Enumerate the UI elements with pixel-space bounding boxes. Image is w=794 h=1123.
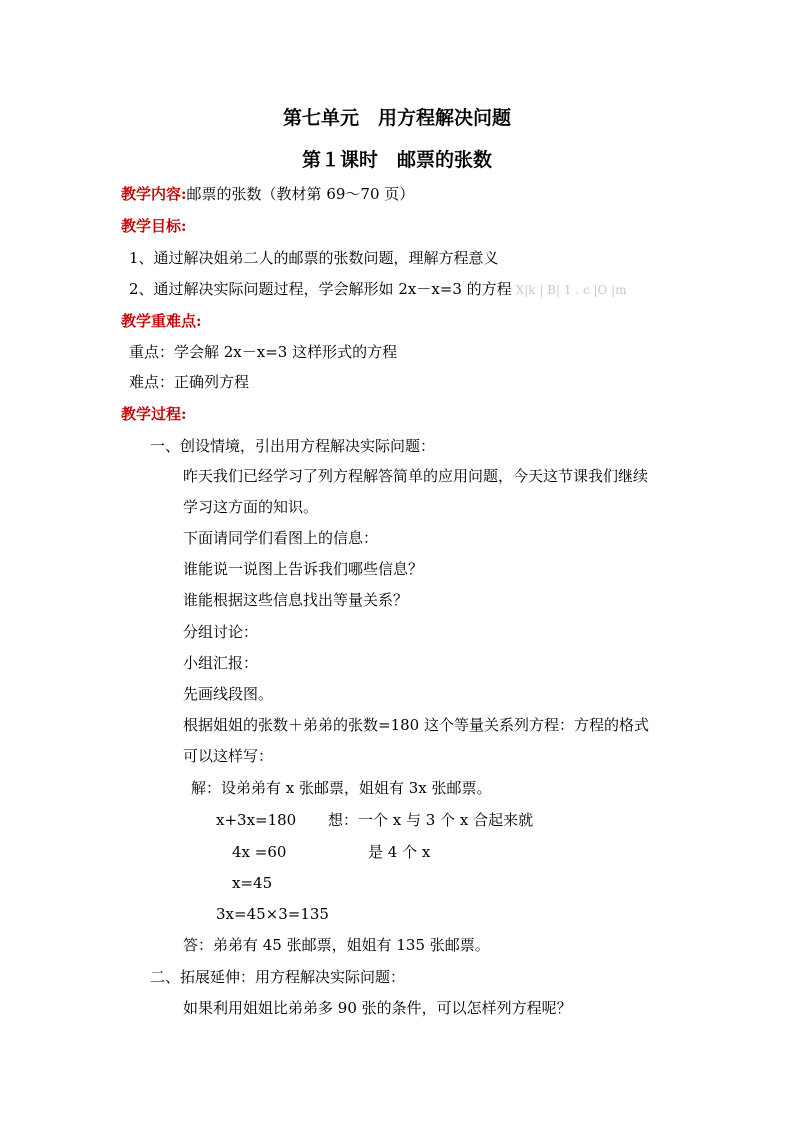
solution-intro: 解：设弟弟有 x 张邮票，姐姐有 3x 张邮票。 [191, 779, 492, 797]
page-title: 第七单元 用方程解决问题 [282, 107, 511, 129]
goal-item-2 [129, 279, 627, 300]
goal-item-1: 1、通过解决姐弟二人的邮票的张数问题，理解方程意义 [129, 249, 499, 267]
goal-item-2-text: 2、通过解决实际问题过程，学会解形如 2x－x=3 的方程 [129, 280, 512, 298]
equation-3: x=45 [232, 874, 273, 892]
paragraph-11: 如果利用姐姐比弟弟多 90 张的条件，可以怎样列方程呢？ [183, 999, 572, 1017]
paragraph-2: 学习这方面的知识。 [183, 498, 319, 516]
step-1-title: 一、创设情境，引出用方程解决实际问题： [150, 437, 436, 455]
paragraph-9: 根据姐姐的张数＋弟弟的张数=180 这个等量关系列方程：方程的格式 [183, 716, 649, 734]
key-point: 重点：学会解 2x－x=3 这样形式的方程 [129, 343, 398, 361]
content-text: 邮票的张数（教材第 69～70 页） [186, 185, 415, 203]
process-heading: 教学过程: [121, 405, 187, 423]
equation-2: 4x =60 [232, 843, 287, 861]
equation-1: x+3x=180 [216, 811, 297, 829]
answer-line: 答：弟弟有 45 张邮票，姐姐有 135 张邮票。 [183, 936, 490, 954]
lesson-subtitle: 第１课时 邮票的张数 [301, 149, 492, 171]
paragraph-8: 先画线段图。 [183, 685, 274, 703]
paragraph-10: 可以这样写： [183, 747, 274, 765]
content-heading: 教学内容: [121, 185, 187, 203]
equation-4: 3x=45×3=135 [216, 905, 329, 923]
keypoints-heading: 教学重难点: [121, 312, 202, 330]
paragraph-4: 谁能说一说图上告诉我们哪些信息？ [183, 560, 424, 578]
goals-heading: 教学目标: [121, 217, 187, 235]
difficult-point: 难点：正确列方程 [129, 373, 250, 391]
paragraph-3: 下面请同学们看图上的信息： [183, 529, 379, 547]
equation-note-2: 是 4 个 x [368, 843, 431, 861]
paragraph-7: 小组汇报： [183, 654, 259, 672]
step-2-title: 二、拓展延伸：用方程解决实际问题： [150, 968, 406, 986]
paragraph-6: 分组讨论： [183, 623, 259, 641]
watermark-text: X|k | B| 1 . c |O |m [515, 283, 627, 297]
content-line [121, 184, 414, 204]
paragraph-1: 昨天我们已经学习了列方程解答简单的应用问题，今天这节课我们继续 [183, 467, 649, 485]
equation-note-1: 想：一个 x 与 3 个 x 合起来就 [328, 811, 534, 829]
paragraph-5: 谁能根据这些信息找出等量关系？ [183, 591, 409, 609]
